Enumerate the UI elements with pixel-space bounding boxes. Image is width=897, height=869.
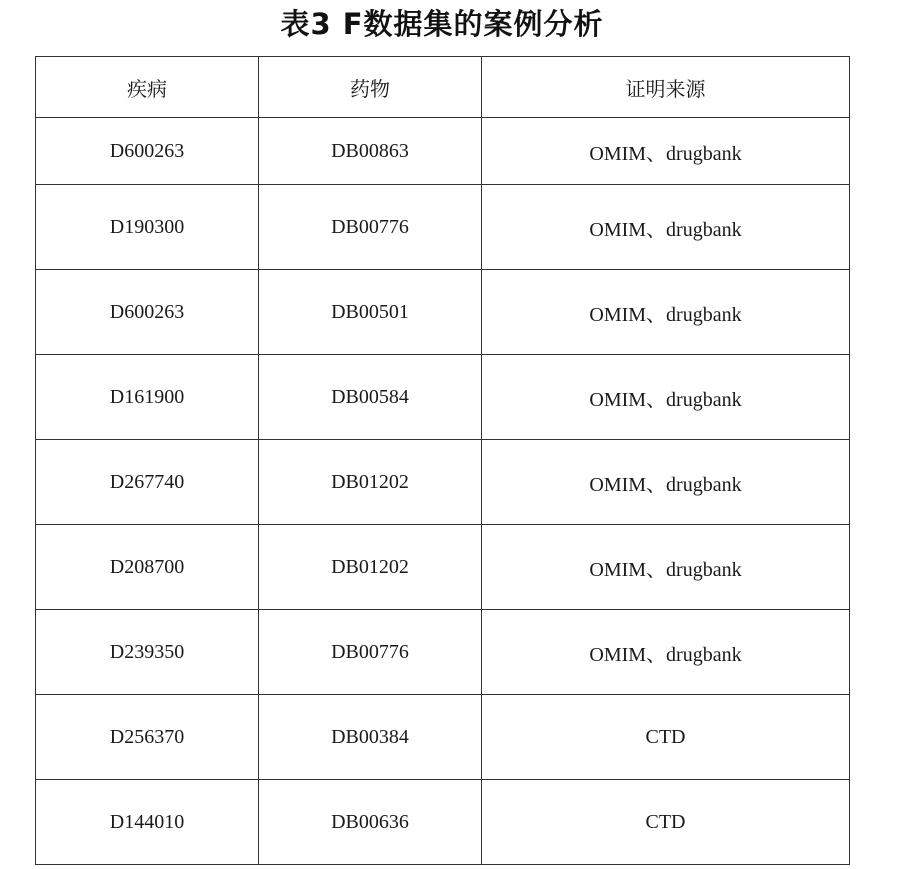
cell-source: OMIM、drugbank — [482, 440, 850, 525]
table-row — [36, 355, 850, 440]
cell-drug: DB00776 — [259, 610, 482, 695]
cell-drug: DB01202 — [259, 440, 482, 525]
case-analysis-table — [35, 56, 850, 865]
cell-drug: DB00501 — [259, 270, 482, 355]
cell-disease: D600263 — [36, 270, 259, 355]
cell-disease: D256370 — [36, 695, 259, 780]
header-disease: 疾病 — [36, 57, 259, 118]
header-row — [36, 57, 850, 118]
cell-disease: D144010 — [36, 780, 259, 865]
cell-drug: DB00636 — [259, 780, 482, 865]
cell-drug: DB00776 — [259, 185, 482, 270]
cell-source: OMIM、drugbank — [482, 270, 850, 355]
table-row — [36, 118, 850, 185]
table-title: 表3 F数据集的案例分析 — [280, 7, 604, 41]
table-row — [36, 695, 850, 780]
header-source: 证明来源 — [482, 57, 850, 118]
header-drug: 药物 — [259, 57, 482, 118]
table-row — [36, 185, 850, 270]
cell-drug: DB00384 — [259, 695, 482, 780]
cell-disease: D208700 — [36, 525, 259, 610]
cell-source: OMIM、drugbank — [482, 525, 850, 610]
cell-drug: DB00584 — [259, 355, 482, 440]
cell-disease: D239350 — [36, 610, 259, 695]
cell-source: OMIM、drugbank — [482, 185, 850, 270]
table-row — [36, 270, 850, 355]
table-row — [36, 780, 850, 865]
cell-source: OMIM、drugbank — [482, 610, 850, 695]
cell-drug: DB00863 — [259, 118, 482, 185]
cell-disease: D267740 — [36, 440, 259, 525]
cell-source: CTD — [482, 780, 850, 865]
table-row — [36, 440, 850, 525]
cell-disease: D161900 — [36, 355, 259, 440]
cell-disease: D600263 — [36, 118, 259, 185]
table-row — [36, 525, 850, 610]
cell-source: OMIM、drugbank — [482, 355, 850, 440]
cell-drug: DB01202 — [259, 525, 482, 610]
cell-source: OMIM、drugbank — [482, 118, 850, 185]
cell-source: CTD — [482, 695, 850, 780]
table-row — [36, 610, 850, 695]
cell-disease: D190300 — [36, 185, 259, 270]
